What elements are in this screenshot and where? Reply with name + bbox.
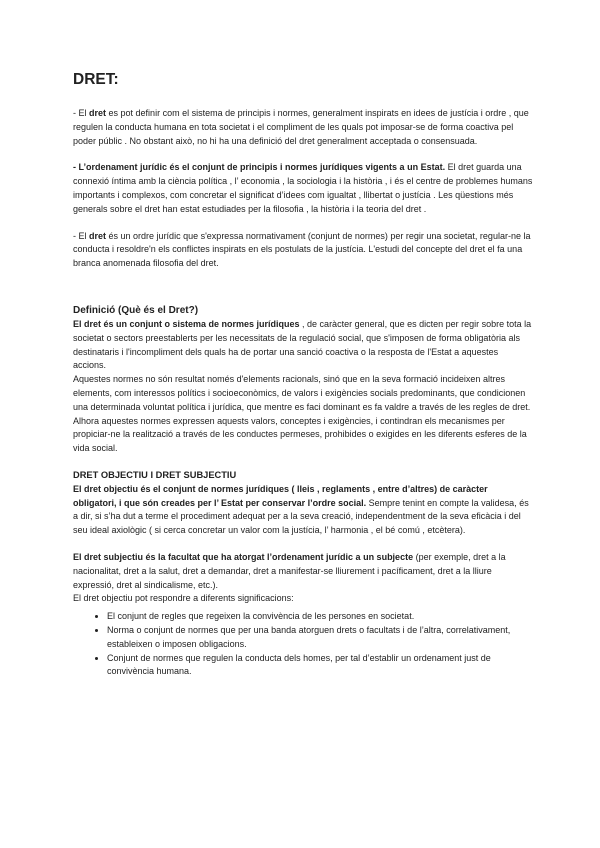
bold-segment: El dret subjectiu és la facultat que ha atorgat l’ordenament jurídic a un subjecte — [73, 551, 414, 562]
text-segment: - El — [73, 230, 90, 241]
list-item: • Conjunt de normes que regulen la conducta dels homes, per tal d’establir un ordenament just de convivència humana. — [107, 652, 533, 680]
list-item: • El conjunt de regles que regeixen la convivència de les persones en societat. — [107, 610, 533, 624]
paragraph-definicio — [73, 318, 533, 373]
paragraph-significacions: El dret objectiu pot respondre a diferents significacions: — [73, 593, 294, 604]
text-segment: El dret guarda una connexió íntima amb la ciència política , l’ economia , la sociologia i la història , i és el centre de problemes humans importants i complexos, com concretar el significat d’idees com igualtat , llibertat o justícia . Les qüestions més generals sobre el dret han estat estudiades per la filosofia , la història i la teoria del dret . — [73, 162, 533, 214]
significacions-list — [73, 610, 533, 679]
section-heading-definicio: Definició (Què és el Dret?) — [73, 304, 199, 316]
bold-segment: - L’ordenament jurídic és el conjunt de principis i normes jurídiques vigents a un Estat. — [73, 162, 446, 173]
bold-segment: El dret objectiu és el conjunt de normes jurídiques ( lleis , reglaments , entre d’altres) de caràcter obligatori, i que són creades per l’ Estat per conservar l’ordre social. — [73, 483, 488, 508]
paragraph-dret-subjectiu — [73, 551, 533, 592]
text-segment: és un ordre jurídic que s'expressa normativament (conjunt de normes) per regir una societat, regular-ne la conducta i resoldre'n els conflictes inspirats en els postulats de la justícia. L'estudi del concepte del dret el fa una branca anomenada filosofia del dret. — [73, 230, 531, 269]
bold-segment: dret — [89, 108, 107, 118]
bold-segment: El dret és un conjunt o sistema de normes jurídiques — [73, 318, 300, 329]
text-segment: - El — [73, 108, 90, 118]
text-segment: (per exemple, dret a la nacionalitat, dret a la salut, dret a demandar, dret a manifestar-se lliurement i pacíficament, dret a la lliure expressió, dret al sindicalisme, etc.). — [73, 551, 506, 590]
page-title: DRET: — [73, 71, 119, 88]
list-item: • Norma o conjunt de normes que per una banda atorguen drets o facultats i de l’altra, correlativament, estableixen o imposen obligacions. — [107, 624, 533, 652]
paragraph-normes: Aquestes normes no són resultat només d'elements racionals, sinó que en la seva formació incideixen altres elements, com interessos polítics i socioeconòmics, de valors i exigències socials predominants, que condicionen una determinada voluntat política i jurídica, que mentre es faci dominant es fa valdre a través de les regles de dret. Alhora aquestes normes expressen aquests valors, conceptes i exigències, i contindran els mecanismes per propiciar-ne la realització a través de les conductes permeses, prohibides o exigides en les diferents esferes de la vida social. — [73, 374, 531, 454]
paragraph-ordenament — [73, 161, 533, 216]
paragraph-intro — [73, 107, 533, 148]
document-content — [73, 70, 533, 679]
section-heading-objectiu-subjectiu: DRET OBJECTIU I DRET SUBJECTIU — [73, 469, 237, 480]
text-segment: Sempre tenint en compte la validesa, és a dir, si s’ha dut a terme el procediment adequat per a la seva creació, independentment de la seva eficàcia i del seu ideal axiològic ( si cerca concretar un valor com la justícia, l’ harmonia , el bé comú , etcètera). — [73, 497, 529, 536]
text-segment: , de caràcter general, que es dicten per regir sobre tota la societat o sectors preestablerts per les necessitats de la regulació social, que s'imposen de forma obligatòria als destinataris i l'incompliment dels quals ha de portar una sanció coactiva o la resposta de l'Estat a aquestes accions. — [73, 318, 532, 371]
paragraph-dret-objectiu — [73, 483, 533, 538]
text-segment: es pot definir com el sistema de principis i normes, generalment inspirats en idees de justícia i ordre , que regulen la conducta humana en tota societat i el compliment de les quals pot imposar-se de forma coactiva pel poder públic . No obstant això, no hi ha una definició del dret generalment acceptada o consensuada. — [73, 108, 529, 146]
bold-segment: dret — [89, 230, 107, 241]
paragraph-ordre-juridic — [73, 230, 533, 271]
